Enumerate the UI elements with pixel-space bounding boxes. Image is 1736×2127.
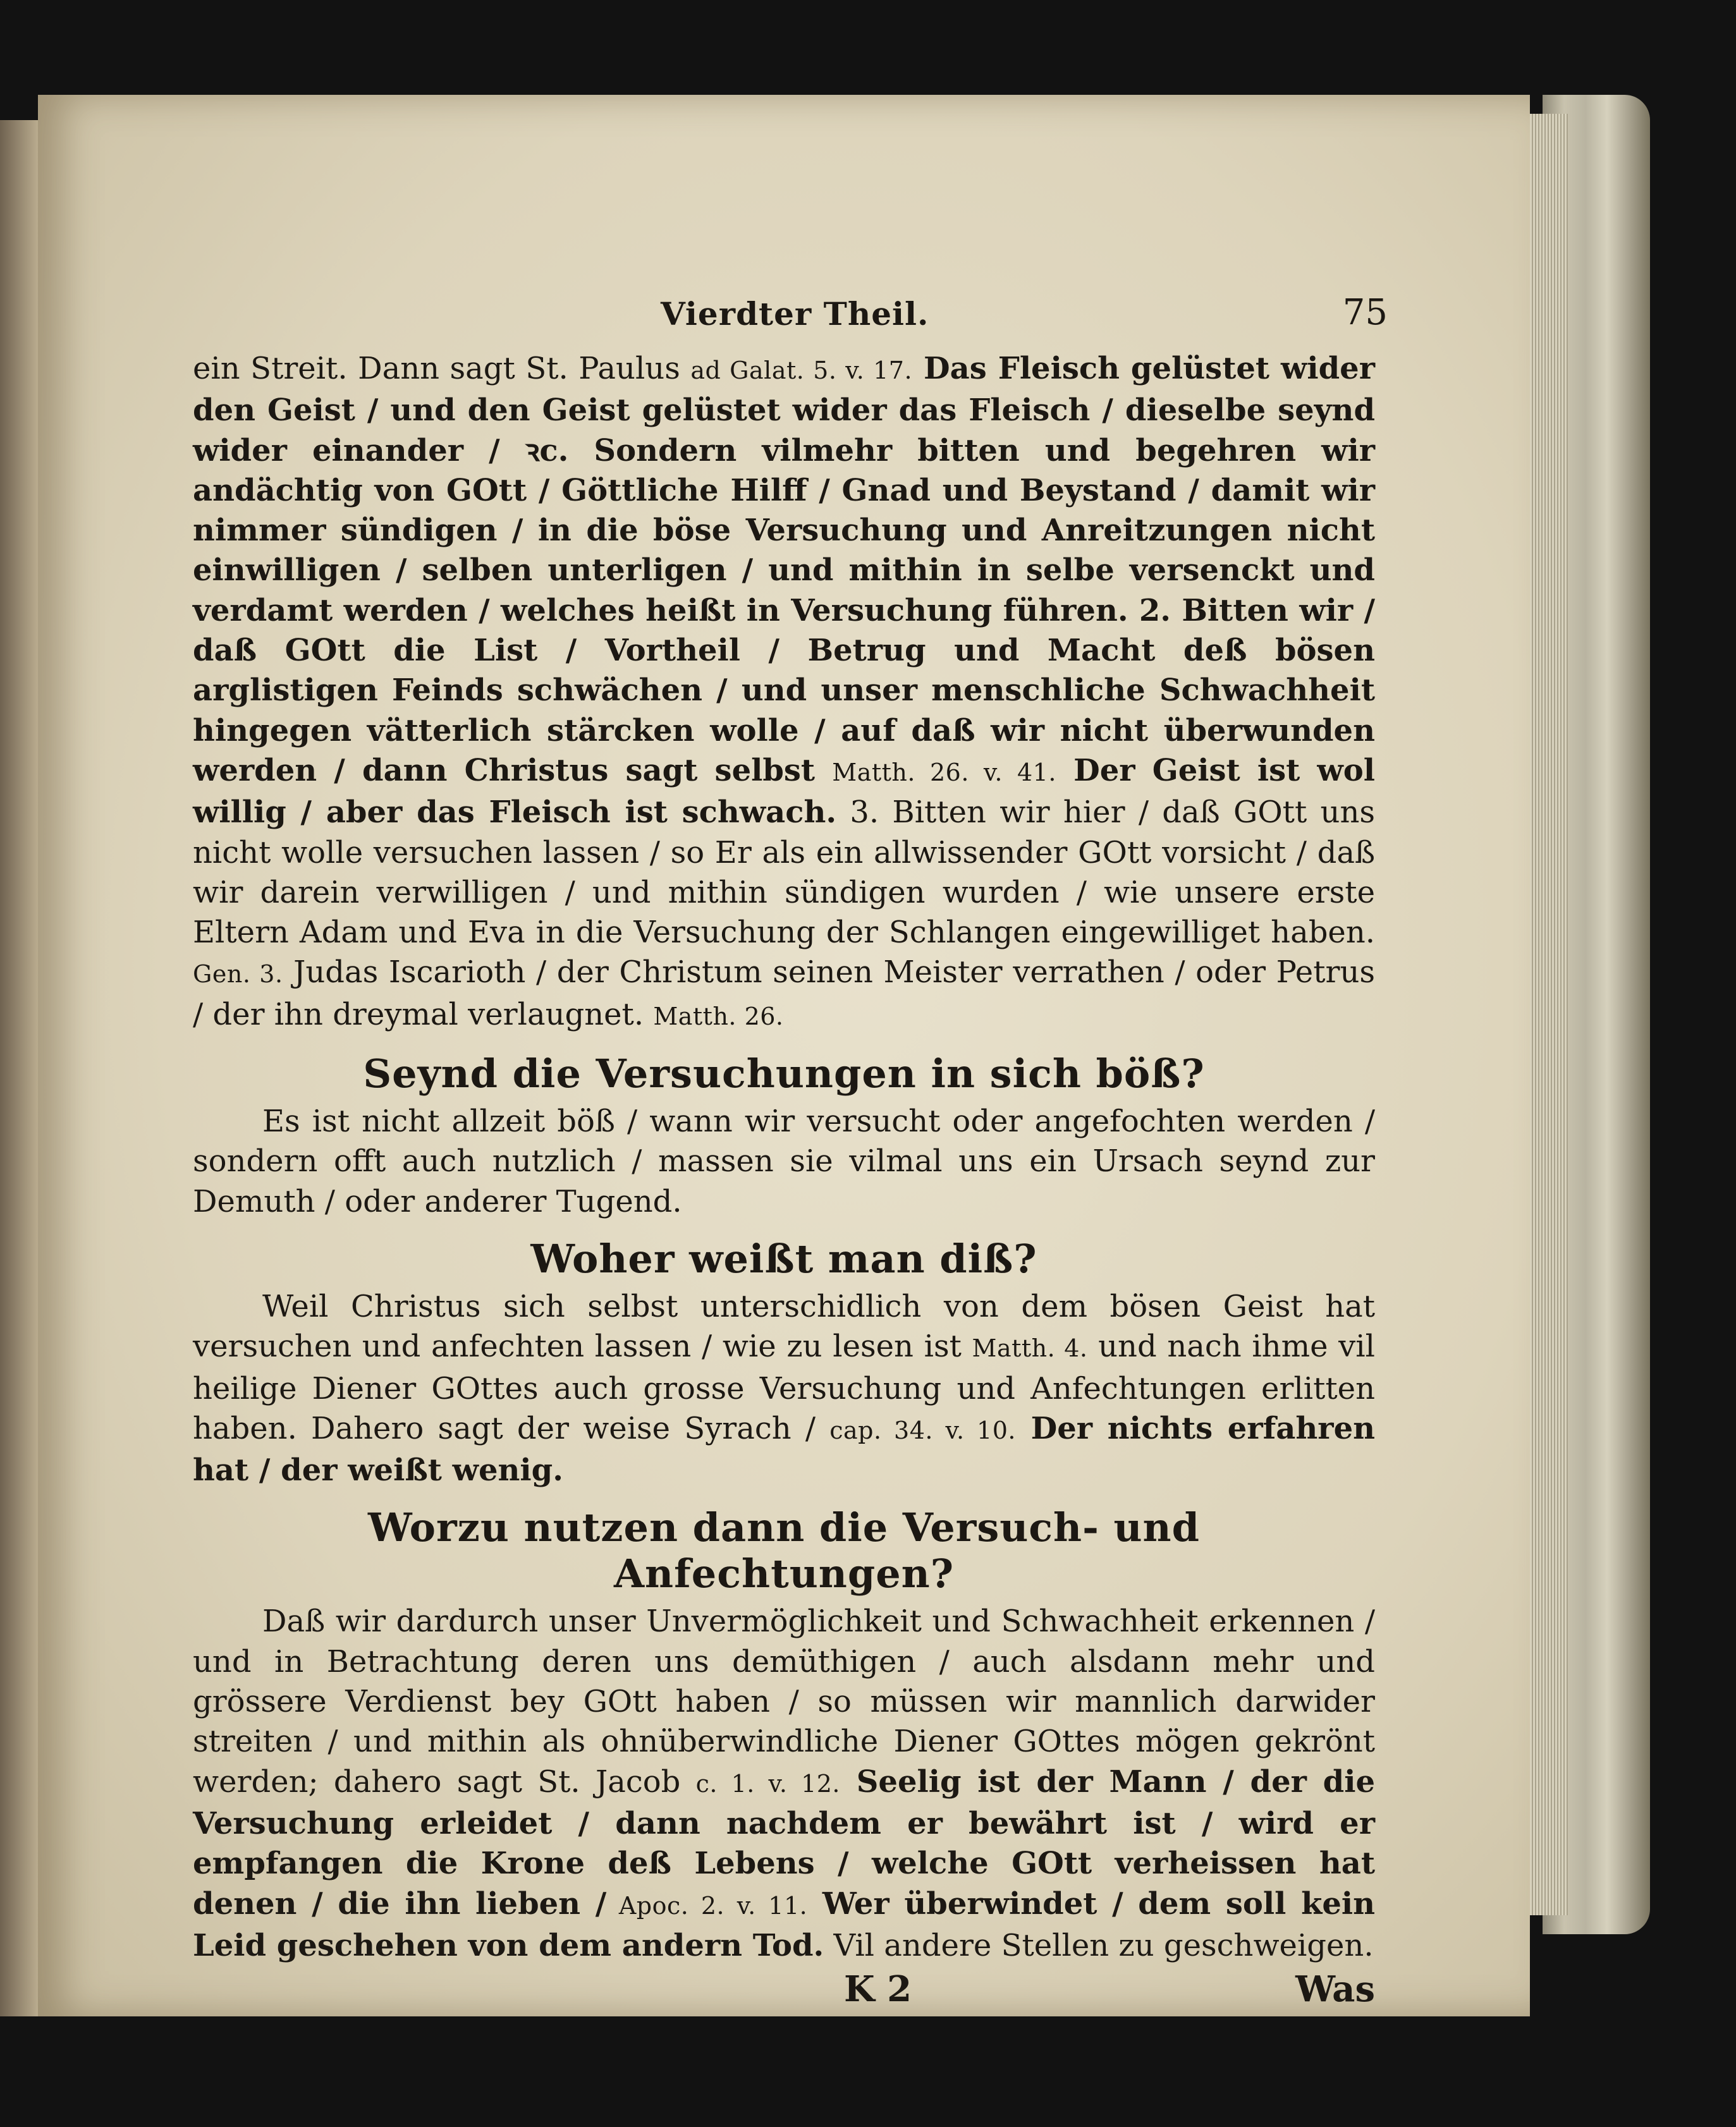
bible-reference: Matth. 26. <box>653 1002 784 1030</box>
paragraph-2: Es ist nicht allzeit böß / wann wir versucht oder angefochten werden / sondern offt auch nutzlich / massen sie vilmal uns ein Ursach seynd zur Demuth / oder anderer Tugend. <box>193 1104 1375 1219</box>
bible-reference: Matth. 4. <box>972 1334 1088 1363</box>
signature-mark: K 2 <box>844 1968 912 2011</box>
bible-reference: Matth. 26. v. 41. <box>832 758 1056 786</box>
page-footer <box>193 1968 1375 2013</box>
paragraph-4 <box>193 1602 1375 1966</box>
bible-reference: Gen. 3. <box>193 960 283 989</box>
text-run: ein Streit. Dann sagt St. Paulus <box>193 351 691 386</box>
text-run: Das Fleisch gelüstet wider den Geist / und den Geist gelüstet wider das Fleisch / dieselbe seynd wider einander / ꝛc. Sondern vilmehr bitten und begehren wir andächtig von GOtt / Göttliche Hilff / Gnad und Beystand / damit wir nimmer sündigen / in die böse Versuchung und Anreitzungen nicht einwilligen / selben unterligen / und mithin in selbe versenckt und verdamt werden / welches heißt in Versuchung führen. 2. Bitten wir / daß GOtt die List / Vortheil / Betrug und Macht deß bösen arglistigen Feinds schwächen / und unser menschliche Schwachheit hingegen vätterlich stärcken wolle / auf daß wir nicht überwunden werden / dann Christus sagt selbst <box>193 351 1375 788</box>
quotation: Seelig ist der Mann / der die Versuchung erleidet / dann nachdem er bewährt ist / wird er empfangen die Krone deß Lebens / welche GOtt verheissen hat denen / die ihn lieben / <box>193 1764 1376 1922</box>
paragraph-3 <box>193 1287 1375 1490</box>
text-run: Daß wir dardurch unser Unvermöglichkeit und Schwachheit erkennen / und in Betrachtung deren uns demüthigen / auch alsdann mehr und grössere Verdienst bey GOtt haben / so müssen wir mannlich darwider streiten / und mithin als ohnüberwindliche Diener GOttes mögen gekrönt werden; dahero sagt St. Jacob <box>193 1604 1375 1800</box>
text-run: Judas Iscarioth / der Christum seinen Meister verrathen / oder Petrus / der ihn dreymal verlaugnet. <box>193 954 1375 1032</box>
running-head: Vierdter Theil. <box>661 295 929 332</box>
quotation: Der nichts erfahren hat / der weißt wenig. <box>193 1410 1376 1489</box>
text-run: und nach ihme vil heilige Diener GOttes auch grosse Versuchung und Anfechtungen erlitten haben. Dahero sagt der weise Syrach / <box>193 1329 1376 1446</box>
question-heading-1: Seynd die Versuchungen in sich böß? <box>363 1051 1205 1097</box>
catchword: Was <box>1295 1968 1375 2011</box>
text-block <box>193 292 1388 2013</box>
bible-reference: ad Galat. 5. v. 17. <box>690 357 913 384</box>
page-number: 75 <box>1342 292 1388 333</box>
text-run: Vil andere Stellen zu geschweigen. <box>824 1927 1374 1963</box>
quotation: Der Geist ist wol willig / aber das Fleisch ist schwach. <box>193 752 1375 831</box>
text-run: Weil Christus sich selbst unterschidlich von dem bösen Geist hat versuchen und anfechten lassen / wie zu lesen ist <box>193 1288 1375 1365</box>
bible-reference: cap. 34. v. 10. <box>829 1416 1016 1444</box>
bible-reference: c. 1. v. 12. <box>695 1769 841 1798</box>
book-page <box>38 95 1530 2016</box>
question-heading-3: Worzu nutzen dann die Versuch- und Anfechtungen? <box>368 1504 1200 1597</box>
question-heading-2: Woher weißt man diß? <box>530 1235 1037 1282</box>
text-run: 3. Bitten wir hier / daß GOtt uns nicht wolle versuchen lassen / so Er als ein allwissender GOtt vorsicht / daß wir darein verwilligen / und mithin sündigen wurden / wie unsere erste Eltern Adam und Eva in die Versuchung der Schlangen eingewilliget haben. <box>193 795 1375 951</box>
page-header <box>193 292 1388 349</box>
bible-reference: Apoc. 2. v. 11. <box>606 1891 808 1920</box>
quotation: Wer überwindet / dem soll kein Leid geschehen von dem andern Tod. <box>193 1886 1375 1963</box>
paragraph-1 <box>193 349 1375 1037</box>
